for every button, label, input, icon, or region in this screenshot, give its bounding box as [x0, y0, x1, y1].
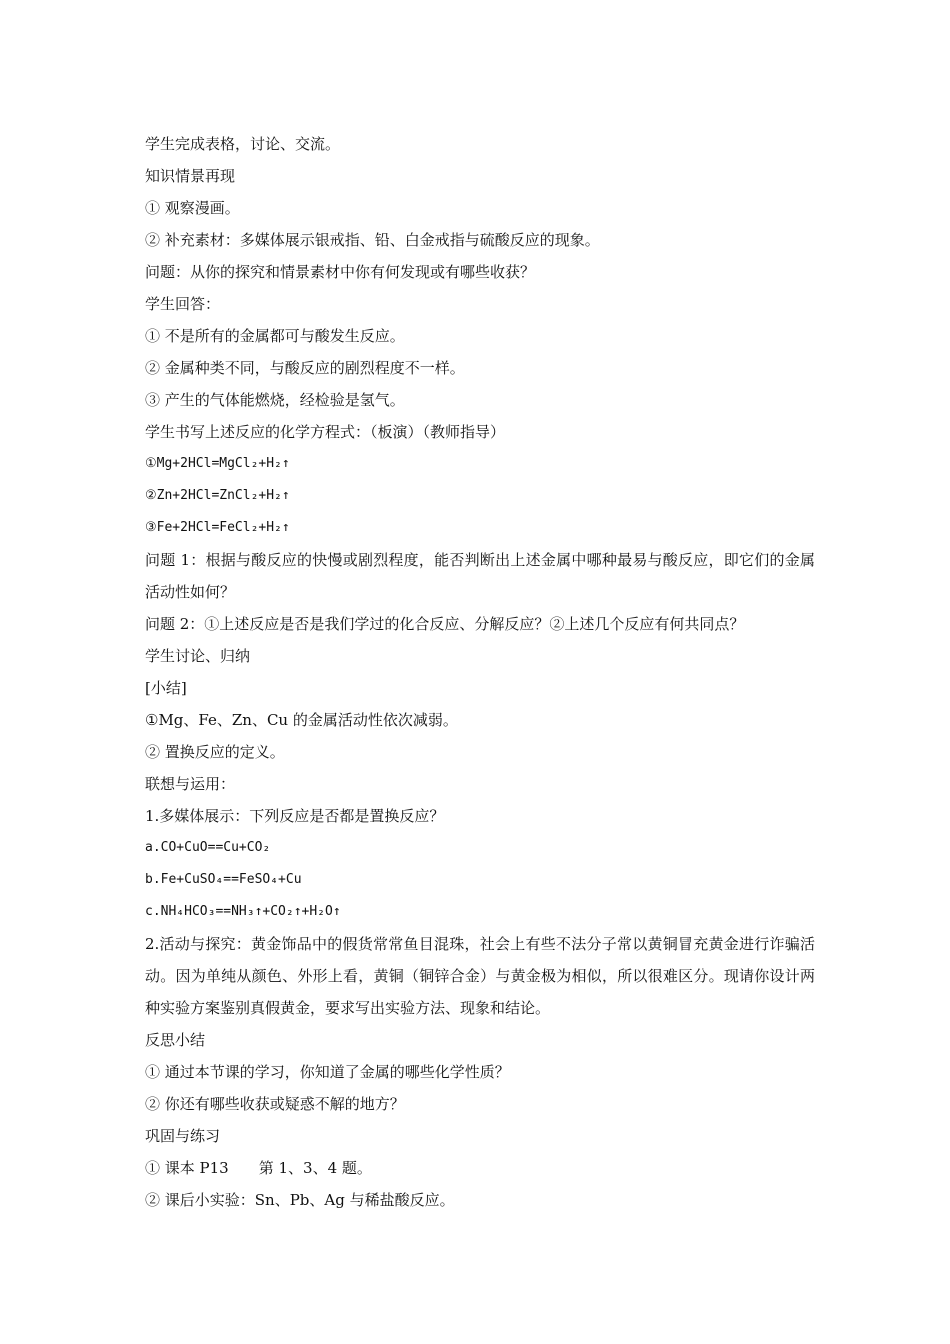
text-line: ② 课后小实验：Sn、Pb、Ag 与稀盐酸反应。 — [145, 1191, 455, 1209]
text-line: ①Mg、Fe、Zn、Cu 的金属活动性依次减弱。 — [145, 711, 458, 729]
equation-line: c.NH₄HCO₃==NH₃↑+CO₂↑+H₂O↑ — [145, 904, 341, 919]
equation-line: ②Zn+2HCl=ZnCl₂+H₂↑ — [145, 488, 290, 503]
equation-line: ③Fe+2HCl=FeCl₂+H₂↑ — [145, 520, 290, 535]
question-line: 问题 2：①上述反应是否是我们学过的化合反应、分解反应？②上述几个反应有何共同点？ — [145, 615, 745, 633]
question-paragraph: 问题 1：根据与酸反应的快慢或剧烈程度，能否判断出上述金属中哪种最易与酸反应，即它们的金属活动性如何？ — [145, 551, 815, 601]
document-body — [145, 128, 815, 1216]
text-line: ② 置换反应的定义。 — [145, 743, 285, 761]
question-line: 问题：从你的探究和情景素材中你有何发现或有哪些收获？ — [145, 263, 536, 281]
section-heading: 联想与运用： — [145, 775, 236, 793]
summary-heading: [小结] — [145, 679, 187, 697]
text-line: ① 通过本节课的学习，你知道了金属的哪些化学性质？ — [145, 1063, 510, 1081]
text-line: ② 金属种类不同，与酸反应的剧烈程度不一样。 — [145, 359, 465, 377]
equation-line: a.CO+CuO==Cu+CO₂ — [145, 840, 271, 855]
text-line: ③ 产生的气体能燃烧，经检验是氢气。 — [145, 391, 405, 409]
section-heading: 知识情景再现 — [145, 167, 236, 185]
text-line: ① 观察漫画。 — [145, 199, 240, 217]
text-line: 学生讨论、归纳 — [145, 647, 251, 665]
text-line: 学生完成表格，讨论、交流。 — [145, 135, 341, 153]
text-line: ① 不是所有的金属都可与酸发生反应。 — [145, 327, 405, 345]
text-line: 1.多媒体展示：下列反应是否都是置换反应？ — [145, 807, 445, 825]
equation-line: ①Mg+2HCl=MgCl₂+H₂↑ — [145, 456, 290, 471]
text-line: 学生书写上述反应的化学方程式：（板演）（教师指导） — [145, 423, 506, 441]
text-line: 学生回答： — [145, 295, 221, 313]
text-line: ② 补充素材：多媒体展示银戒指、铅、白金戒指与硫酸反应的现象。 — [145, 231, 600, 249]
text-line: ① 课本 P13 第 1、3、4 题。 — [145, 1159, 372, 1177]
section-heading: 反思小结 — [145, 1031, 206, 1049]
equation-line: b.Fe+CuSO₄==FeSO₄+Cu — [145, 872, 302, 887]
activity-paragraph: 2.活动与探究：黄金饰品中的假货常常鱼目混珠，社会上有些不法分子常以黄铜冒充黄金进行诈骗活动。因为单纯从颜色、外形上看，黄铜（铜锌合金）与黄金极为相似，所以很难区分。现请你设计两种实验方案鉴别真假黄金，要求写出实验方法、现象和结论。 — [145, 935, 815, 1017]
text-line: ② 你还有哪些收获或疑惑不解的地方？ — [145, 1095, 405, 1113]
section-heading: 巩固与练习 — [145, 1127, 221, 1145]
